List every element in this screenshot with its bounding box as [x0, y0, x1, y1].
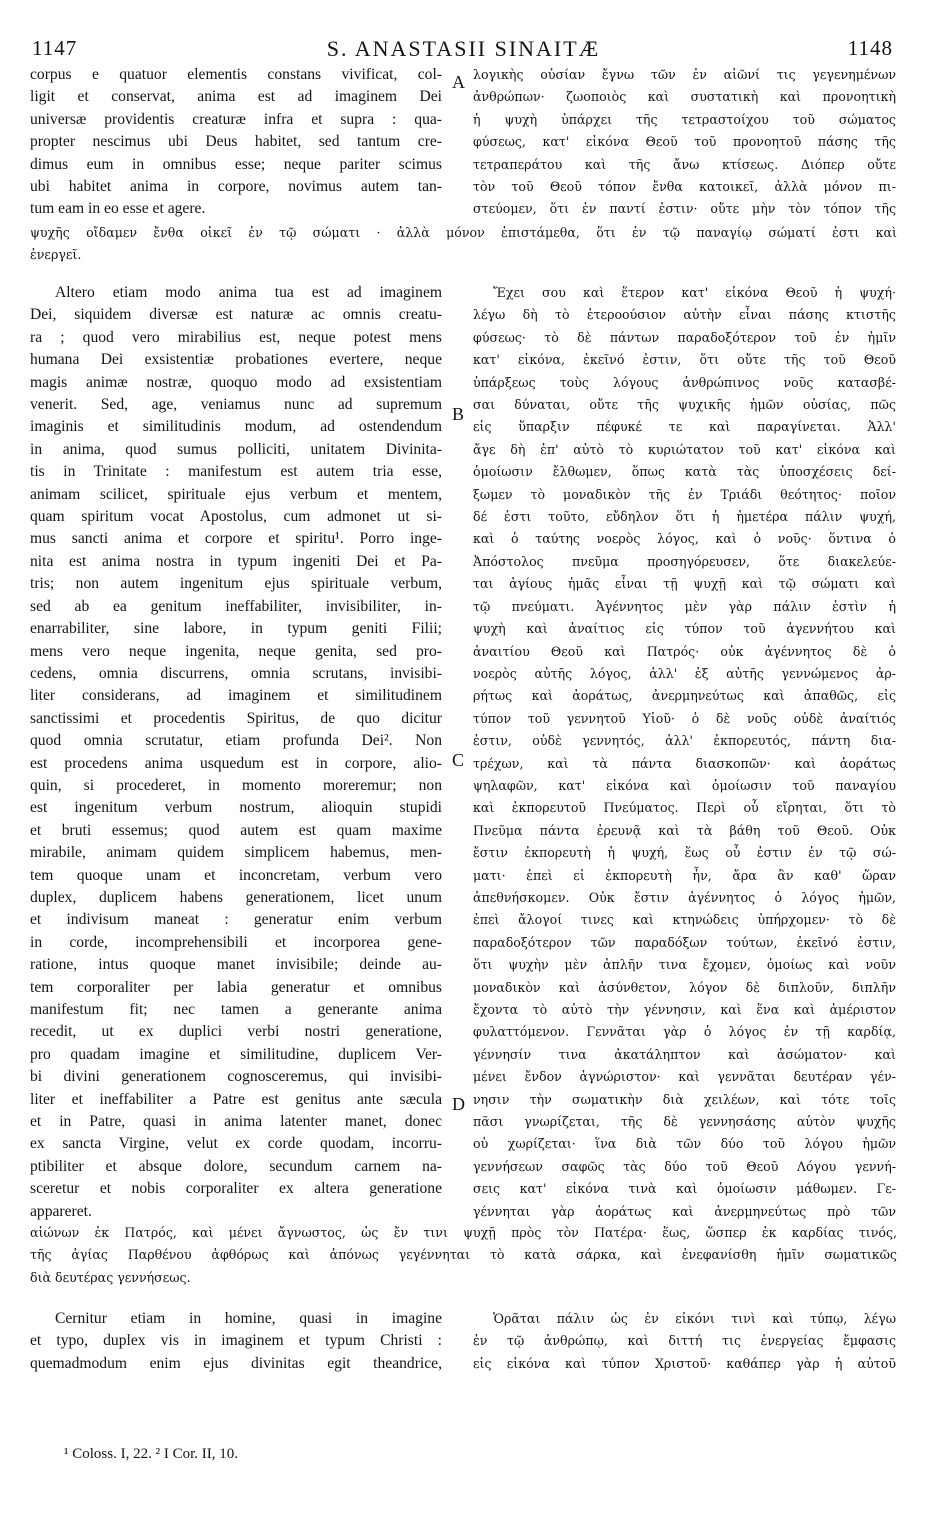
text-line: mirabile, animam quidem simplicem habemus, men- — [30, 844, 442, 862]
greek-column-block-2 — [473, 282, 896, 1223]
text-line: εἰς εἰκόνα καὶ τύπον Χριστοῦ· καθάπερ γὰρ ἡ αὐτοῦ — [473, 1355, 896, 1371]
greek-fullwidth-block-1 — [30, 222, 897, 267]
text-line: universæ providentis creaturæ infra et supra : qua- — [30, 110, 442, 128]
page-header — [30, 36, 897, 62]
text-line: Ἔχει σου καὶ ἕτερον κατ' εἰκόνα Θεοῦ ἡ ψυχή· — [493, 285, 896, 300]
text-line: humana Dei exsistentiæ probationes evertere, neque — [30, 351, 442, 369]
text-line: duplex, duplicem habens generationem, licet unum — [30, 888, 442, 906]
text-line: ptibiliter et absque dolore, secundum carnem na- — [30, 1157, 442, 1175]
text-line: ἔστιν ἐκπορευτὴ ἡ ψυχή, ἕως οὗ ἐστιν ἐν τῷ σώ- — [473, 845, 896, 861]
text-line: tem quoque unam et inconcretam, verbum vero — [30, 866, 442, 884]
text-line: propter nescimus ubi Deus habitet, sed tantum cre- — [30, 133, 442, 151]
greek-column-block-3 — [473, 1308, 896, 1375]
greek-fullwidth-block-2 — [30, 1222, 897, 1289]
text-line: ἐν τῷ ἀνθρώπῳ, καὶ διττή τις ἐνεργείας ἔμφασις — [473, 1333, 896, 1349]
text-line: ἐνεργεῖ. — [30, 247, 82, 263]
text-line: tem corporaliter per labia generatur et omnibus — [30, 978, 442, 996]
text-line: δέ ἐστι τοῦτο, εὔδηλον ὅτι ἡ ἡμετέρα πάλιν ψυχή, — [473, 509, 896, 525]
text-line: κατ' εἰκόνα, ἐκεῖνό ἐστιν, ὅτι οὔτε τῆς τοῦ Θεοῦ — [473, 352, 896, 368]
running-title: S. ANASTASII SINAITÆ — [326, 36, 601, 61]
text-line: tis in Trinitate : manifestum est autem tria esse, — [30, 463, 442, 481]
text-line: νησιν τὴν σωματικὴν διὰ χειλέων, καὶ τότε τοῖς — [473, 1091, 896, 1107]
text-line: manifestum fit; nec tamen a generante anima — [30, 1001, 442, 1018]
text-line: καὶ ἐκπορευτοῦ Πνεύματος. Περὶ οὗ εἴρηται, ὅτι τὸ — [473, 800, 896, 816]
text-line: τῆς ἁγίας Παρθένου ἀφθόρως καὶ ἀπόνως γεγέννηται τὸ κατὰ σάρκα, καὶ ἐνεφανίσθη ἡμῖν σωματικῶς — [30, 1247, 897, 1263]
text-line: ματι· ἐπεὶ εἰ ἐκπορευτὴ ἦν, ἄρα ἂν καθ' ὥραν — [473, 867, 896, 883]
text-line: ὅτι ψυχὴν μὲν ἁπλῆν τινα ἔχομεν, ὁμοίως καὶ νοῦν — [473, 957, 896, 973]
text-line: sed ab ea genitum ineffabiliter, invisibiliter, in- — [30, 597, 442, 615]
text-line: corpus e quatuor elementis constans vivificat, col- — [30, 66, 442, 83]
text-line: ἔχοντα τὸ αὐτὸ τὴν γέννησιν, καὶ ἕνα καὶ ἀμέριστον — [473, 1002, 896, 1017]
text-line: pro quadam imagine et similitudine, duplicem Ver- — [30, 1045, 442, 1063]
text-line: magis animæ nostræ, quoquo modo ad exsistentiam — [30, 373, 442, 391]
text-line: mens vero neque ingenita, neque genita, sed pro- — [30, 642, 442, 660]
text-line: τρέχων, καὶ τὰ πάντα διασκοπῶν· καὶ ἀοράτως — [473, 755, 896, 771]
text-line: λέγω δὴ τὸ ἑτεροούσιον αὐτὴν εἶναι πάσης κτιστῆς — [473, 307, 896, 323]
text-line: et bruti essemus; quod autem est quam maxime — [30, 821, 442, 839]
text-line: nita est anima nostra in typum ingeniti Dei et Pa- — [30, 552, 442, 570]
text-line: ρήτως καὶ ἀοράτως, ἀνερμηνεύτως καὶ ἀπαθῶς, εἰς — [473, 688, 896, 704]
text-line: ἀναιτίου Θεοῦ καὶ Πατρός· οὐκ ἀγέννητος δὲ ὁ — [473, 643, 896, 659]
text-line: tris; non autem ingenitum ejus spirituale verbum, — [30, 575, 442, 593]
text-line: ψυχῆς οἴδαμεν ἔνθα οἰκεῖ ἐν τῷ σώματι · ἀλλὰ μόνον ἐπιστάμεθα, ὅτι ἐν τῷ παναγίῳ σώματί ἐστι καὶ — [30, 225, 897, 240]
text-line: τὸν τοῦ Θεοῦ τόπον ἔνθα κατοικεῖ, ἀλλὰ μόνον πι- — [473, 179, 896, 195]
text-line: dimus eum in omnibus esse; neque pariter scimus — [30, 155, 442, 173]
text-line: εἰς ὕπαρξιν πέφυκέ τε καὶ παραγίνεται. Ἀλλ' — [473, 419, 896, 435]
text-line: οὐ χωρίζεται· ἵνα διὰ τῶν δύο τοῦ λόγου ἡμῶν — [473, 1136, 896, 1152]
text-line: est procedens anima usquedum est in corpore, alio- — [30, 754, 442, 772]
text-line: ubi habitet anima in corpore, novimus autem tan- — [30, 178, 442, 196]
text-line: γέννηται γὰρ ἀοράτως καὶ ἀνερμηνεύτως πρὸ τῶν — [473, 1203, 896, 1219]
text-line: παραδοξότερον τῶν παραδόξων τούτων, ἐκεῖνό ἐστιν, — [473, 934, 896, 950]
text-line: ex sancta Virgine, velut ex corde quodam, incorru- — [30, 1135, 442, 1153]
text-line: ra ; quod vero mirabilius est, neque potest mens — [30, 328, 442, 346]
text-line: appareret. — [30, 1202, 92, 1220]
text-line: Πνεῦμα πάντα ἐρευνᾷ καὶ τὰ βάθη τοῦ Θεοῦ. Οὐκ — [473, 822, 896, 838]
text-line: αἰώνων ἐκ Πατρός, καὶ μένει ἄγνωστος, ὡς ἔν τινι ψυχῇ πρὸς τὸν Πατέρα· ἕως, ὥσπερ ἐκ καρδίας τινός, — [30, 1225, 897, 1240]
text-line: in anima, quod sumus polliciti, unitatem Divinita- — [30, 440, 442, 458]
text-line: ξωμεν τὸ μοναδικὸν τῆς ἐν Τριάδι θεότητος· ποῖον — [473, 486, 896, 502]
text-line: ligit et conservat, anima est ad imaginem Dei — [30, 88, 442, 106]
text-line: quam spiritum vocat Apostolus, cum admonet ut si- — [30, 508, 442, 526]
text-line: ἄγε δὴ ἐπ' αὐτὸ τὸ κυριώτατον τοῦ κατ' εἰκόνα καὶ — [473, 441, 896, 457]
text-line: φυλαττόμενον. Γεννᾶται γὰρ ὁ λόγος ἐν τῇ καρδίᾳ, — [473, 1024, 896, 1040]
text-line: liter considerans, ad imaginem et similitudinem — [30, 687, 442, 705]
text-line: νοερὸς αὐτῆς λόγος, ἀλλ' ἐξ αὐτῆς γεννώμενος ἀρ- — [473, 665, 896, 681]
text-line: φύσεως, κατ' εἰκόνα Θεοῦ τοῦ προνοητοῦ πάσης τῆς — [473, 134, 896, 150]
page-number-left: 1147 — [32, 36, 78, 60]
greek-column-block-1 — [473, 64, 896, 221]
text-line: γέννησίν τινα ἀκατάληπτον καὶ ἀσώματον· καὶ — [473, 1046, 896, 1062]
text-line: καὶ ὁ ταύτης νοερὸς λόγος, καὶ ὁ νοῦς· ὅντινα ὁ — [473, 531, 896, 547]
text-line: τύπον τοῦ γεννητοῦ Υἱοῦ· ὁ δὲ νοῦς οὐδὲ ἀναίτιός — [473, 710, 896, 726]
text-line: ὁμοίωσιν ἔλθωμεν, ὅπως κατὰ τὰς ὑποσχέσεις δεί- — [473, 464, 896, 480]
text-line: ται ἁγίους ἡμᾶς εἶναι τῇ ψυχῇ καὶ τῷ σώματι καὶ — [473, 576, 896, 592]
text-line: quemadmodum enim ejus divinitas egit theandrice, — [30, 1354, 442, 1372]
margin-marker-c: C — [452, 750, 465, 770]
text-line: tum eam in eo esse et agere. — [30, 200, 206, 218]
text-line: mus sancti anima et corpore et spiritu¹. Porro inge- — [30, 530, 442, 548]
text-line: ἐστιν, οὐδὲ γεννητός, ἀλλ' ἐκπορευτός, πάντη δια- — [473, 733, 896, 749]
text-line: animam scilicet, spirituale ejus verbum et mentem, — [30, 485, 442, 503]
text-line: sanctissimi et procedentis Spiritus, de quo dicitur — [30, 709, 442, 727]
text-line: τετραπεράτου καὶ τῆς ἄνω κτίσεως. Διόπερ οὔτε — [473, 156, 896, 172]
text-line: σεις κατ' εἰκόνα τινὰ καὶ ὁμοίωσιν μάθωμεν. Γε- — [473, 1181, 896, 1197]
latin-column-block-2 — [30, 282, 442, 1223]
text-line: σαι δύναται, οὔτε τῆς ψυχικῆς ἡμῶν οὐσίας, πῶς — [473, 397, 896, 413]
text-line: venerit. Sed, age, veniamus nunc ad supremum — [30, 396, 442, 414]
text-line: πᾶσι γνωρίζεται, τῆς δὲ γεννησάσης αὐτὸν ψυχῆς — [473, 1114, 896, 1130]
text-line: cedens, omnia discurrens, omnia scrutans, invisibi- — [30, 664, 442, 682]
text-line: ὑπάρξεως τοὺς λόγους ἀνθρώπινος νοῦς κατασβέ- — [473, 374, 896, 390]
text-line: in corde, incomprehensibili et incorporea gene- — [30, 933, 442, 951]
latin-column-block-1 — [30, 64, 442, 221]
text-line: στεύομεν, ὅτι ἐν παντί ἐστιν· οὔτε μὴν τὸν τόπον τῆς — [473, 201, 896, 217]
text-line: bi divini generationem cognosceremus, qui invisibi- — [30, 1068, 442, 1086]
text-line: et indivisum maneat : generatur enim verbum — [30, 911, 442, 929]
margin-marker-d: D — [452, 1094, 465, 1114]
text-line: γεννήσεων σαφῶς τὰς δύο τοῦ Θεοῦ Λόγου γεννή- — [473, 1158, 896, 1174]
text-line: imaginis et similitudinis modum, ad ostendendum — [30, 418, 442, 436]
text-line: Ἀπόστολος πνεῦμα προσηγόρευσεν, ὅτε διακελεύε- — [473, 553, 896, 569]
text-line: ἀπεθνήσκομεν. Οὐκ ἔστιν ἀγέννητος ὁ λόγος ἡμῶν, — [473, 889, 896, 905]
text-line: ratione, intus quoque manet invisibile; deinde au- — [30, 956, 442, 974]
margin-marker-a: A — [452, 72, 465, 92]
text-line: et in Patre, quasi in anima latenter manet, donec — [30, 1113, 442, 1131]
text-line: διὰ δευτέρας γεννήσεως. — [30, 1269, 191, 1285]
text-line: enarrabiliter, sine labore, in typum geniti Filii; — [30, 620, 442, 638]
text-line: sceretur et nobis corporaliter ex altera generatione — [30, 1180, 442, 1198]
text-line: Altero etiam modo anima tua est ad imaginem — [54, 284, 442, 301]
text-line: Dei, siquidem diversæ est naturæ ac omnis creatu- — [30, 306, 442, 324]
text-line: Ὁρᾶται πάλιν ὡς ἐν εἰκόνι τινὶ καὶ τύπῳ, λέγω — [493, 1311, 896, 1326]
text-line: ψυχὴ καὶ ἀναίτιος εἰς τύπον τοῦ ἀγεννήτου καὶ — [473, 621, 896, 637]
text-line: Cernitur etiam in homine, quasi in imagine — [54, 1310, 442, 1327]
text-line: et typo, duplex vis in imaginem et typum Christi : — [30, 1332, 442, 1350]
latin-column-block-3 — [30, 1308, 442, 1375]
text-line: quin, si procederet, in momento moreremur; non — [30, 776, 442, 794]
text-line: ἡ ψυχὴ ὑπάρχει τῆς τετραστοίχου τοῦ σώματος — [473, 111, 896, 127]
text-line: φύσεως· τὸ δὲ πάντων παραδοξότερον τοῦ ἐν ἡμῖν — [473, 329, 896, 345]
text-line: ψηλαφῶν, κατ' εἰκόνα καὶ ὁμοίωσιν τοῦ παναγίου — [473, 777, 896, 793]
text-line: liter et ineffabiliter a Patre est genitus ante sæcula — [30, 1090, 442, 1108]
page-number-right: 1148 — [847, 36, 893, 60]
text-line: recedit, ut ex duplici verbi nostri generatione, — [30, 1023, 442, 1041]
text-line: τῷ πνεύματι. Ἀγέννητος μὲν γὰρ πάλιν ἐστὶν ἡ — [473, 598, 896, 614]
text-line: est ingenitum verbum nostrum, alioquin stupidi — [30, 799, 442, 817]
text-line: μένει ἔνδον ἀγνώριστον· καὶ γεννᾶται δευτέραν γέν- — [473, 1069, 896, 1085]
text-line: ἀνθρώπων· ζωοποιὸς καὶ συστατικὴ καὶ προνοητικὴ — [473, 89, 896, 105]
text-line: quod omnia scrutatur, etiam profunda Dei². Non — [30, 732, 442, 750]
text-line: λογικὴς οὐσίαν ἔγνω τῶν ἐν αἰῶνί τις γεγενημένων — [473, 67, 896, 82]
text-line: μοναδικὸν καὶ ἀσύνθετον, λόγον δὲ διπλοῦν, διπλῆν — [473, 979, 896, 995]
text-line: ἐπεὶ ἄλογοί τινες καὶ κτηνώδεις ὑπήρχομεν· τὸ δὲ — [473, 912, 896, 928]
footnotes: ¹ Coloss. I, 22. ² I Cor. II, 10. — [64, 1446, 238, 1462]
margin-marker-b: B — [452, 404, 465, 424]
